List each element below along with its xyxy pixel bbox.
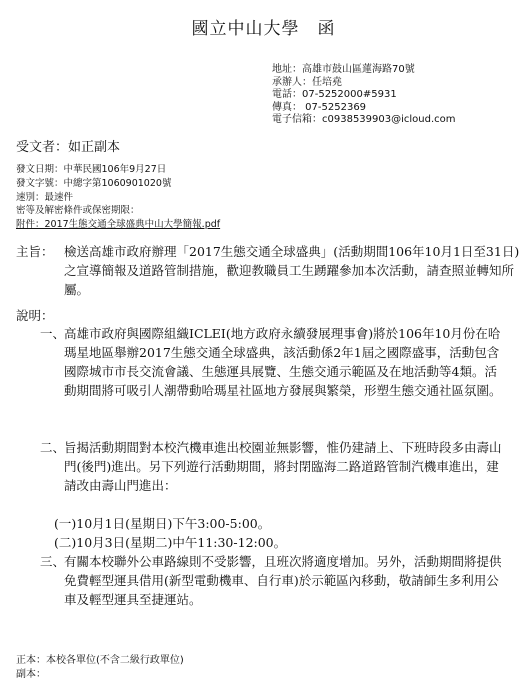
delivery-speed: 速別：最速件 xyxy=(16,191,74,203)
item-number: 三、 xyxy=(40,554,66,569)
contact-address: 地址：高雄市鼓山區蓮海路70號 xyxy=(272,64,415,75)
copy-recipients: 副本： xyxy=(16,669,46,680)
contact-email: 電子信箱：c0938539903@icloud.com xyxy=(272,114,456,125)
subject-text: 檢送高雄市政府辦理「2017生態交通全球盛典」(活動期間106年10月1日至31日)之宣導簡報及道路管制措施，歡迎教職員工生踴躍參加本次活動，請查照並轉知所屬。 xyxy=(64,244,520,297)
contact-fax: 傳真： 07-5252369 xyxy=(272,101,367,113)
item-number: 一、 xyxy=(40,326,66,341)
recipient-line: 受文者：如正副本 xyxy=(16,140,121,155)
primary-recipients: 正本：本校各單位(不含二級行政單位) xyxy=(16,655,184,666)
contact-phone: 電話：07-5252000#5931 xyxy=(272,89,397,100)
contact-block xyxy=(272,64,456,127)
attachment-link[interactable]: 附件：2017生態交通全球盛典中山大學簡報.pdf xyxy=(16,219,221,231)
schedule-item-2: (二)10月3日(星期二)中午11:30-12:00。 xyxy=(54,535,287,550)
secrecy-level: 密等及解密條件或保密期限： xyxy=(16,205,140,217)
contact-handler: 承辦人：任培堯 xyxy=(272,76,342,88)
distribution-block xyxy=(16,654,184,682)
description-label: 說明： xyxy=(16,308,54,323)
item-text: 高雄市政府與國際組織ICLEI(地方政府永續發展理事會)將於106年10月份在哈瑪星地區舉辦2017生態交通全球盛典，該活動係2年1屆之國際盛事，活動包含國際城市市長交流會議、生態運具展覽、生態交通示範區及在地活動等4類。活動期間將可吸引人潮帶動哈瑪星社區地方發展與繁榮，形塑生態交通社區氛圍。 xyxy=(64,326,502,398)
item-text: 旨揭活動期間對本校汽機車進出校園並無影響，惟仍建請上、下班時段多由壽山門(後門)進出。另下列遊行活動期間，將封閉臨海二路道路管制汽機車進出，建請改由壽山門進出： xyxy=(64,440,502,493)
schedule-item-1: (一)10月1日(星期日)下午3:00-5:00。 xyxy=(54,516,271,531)
subject-label: 主旨： xyxy=(16,244,54,259)
subject-section xyxy=(16,242,526,302)
issue-date: 發文日期：中華民國106年9月27日 xyxy=(16,164,167,175)
description-item-3 xyxy=(40,552,510,632)
item-text: 有關本校聯外公車路線則不受影響，且班次將適度增加。另外，活動期間將提供免費輕型運具借用(新型電動機車、自行車)於示範區內移動，敬請師生多利用公車及輕型運具至捷運站。 xyxy=(64,554,502,607)
document-meta xyxy=(16,163,220,232)
description-item-2 xyxy=(40,438,510,518)
document-number: 發文字號：中總字第1060901020號 xyxy=(16,177,172,189)
description-item-1 xyxy=(40,324,510,424)
document-title: 國立中山大學 函 xyxy=(191,19,336,39)
item-number: 二、 xyxy=(40,440,66,455)
